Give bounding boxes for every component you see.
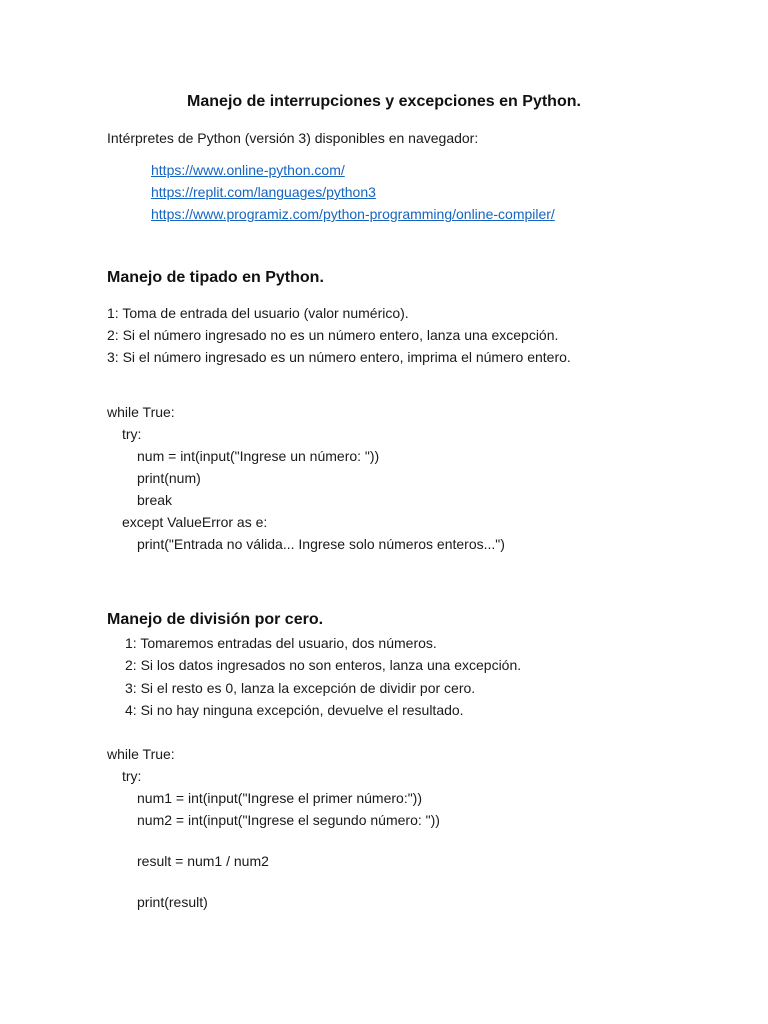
code-line: try: xyxy=(122,426,142,442)
code-line: print(result) xyxy=(137,894,208,910)
step-item: 2: Si el número ingresado no es un número entero, lanza una excepción. xyxy=(107,327,559,343)
document-title: Manejo de interrupciones y excepciones en Python. xyxy=(187,93,581,110)
step-item: 4: Si no hay ninguna excepción, devuelve el resultado. xyxy=(125,702,464,718)
code-line: num1 = int(input("Ingrese el primer número:")) xyxy=(137,790,422,806)
link-programiz[interactable]: https://www.programiz.com/python-programming/online-compiler/ xyxy=(151,206,555,222)
code-line: num = int(input("Ingrese un número: ")) xyxy=(137,448,380,464)
code-line: while True: xyxy=(107,404,175,420)
link-online-python[interactable]: https://www.online-python.com/ xyxy=(151,162,345,178)
section-heading-typing: Manejo de tipado en Python. xyxy=(107,269,324,286)
code-line: print(num) xyxy=(137,470,201,486)
code-line: while True: xyxy=(107,746,175,762)
code-line: result = num1 / num2 xyxy=(137,853,269,869)
code-line: break xyxy=(137,492,173,508)
intro-text: Intérpretes de Python (versión 3) disponibles en navegador: xyxy=(107,130,479,146)
step-item: 3: Si el resto es 0, lanza la excepción de dividir por cero. xyxy=(125,680,476,696)
code-line: print("Entrada no válida... Ingrese solo números enteros...") xyxy=(137,536,505,552)
step-item: 1: Toma de entrada del usuario (valor numérico). xyxy=(107,305,409,321)
code-line: except ValueError as e: xyxy=(122,514,268,530)
code-line: num2 = int(input("Ingrese el segundo número: ")) xyxy=(137,812,440,828)
step-item: 2: Si los datos ingresados no son enteros, lanza una excepción. xyxy=(125,657,522,673)
section-heading-division: Manejo de división por cero. xyxy=(107,611,324,628)
link-replit[interactable]: https://replit.com/languages/python3 xyxy=(151,184,376,200)
code-line: try: xyxy=(122,768,142,784)
step-item: 1: Tomaremos entradas del usuario, dos números. xyxy=(125,635,437,651)
step-item: 3: Si el número ingresado es un número entero, imprima el número entero. xyxy=(107,349,571,365)
